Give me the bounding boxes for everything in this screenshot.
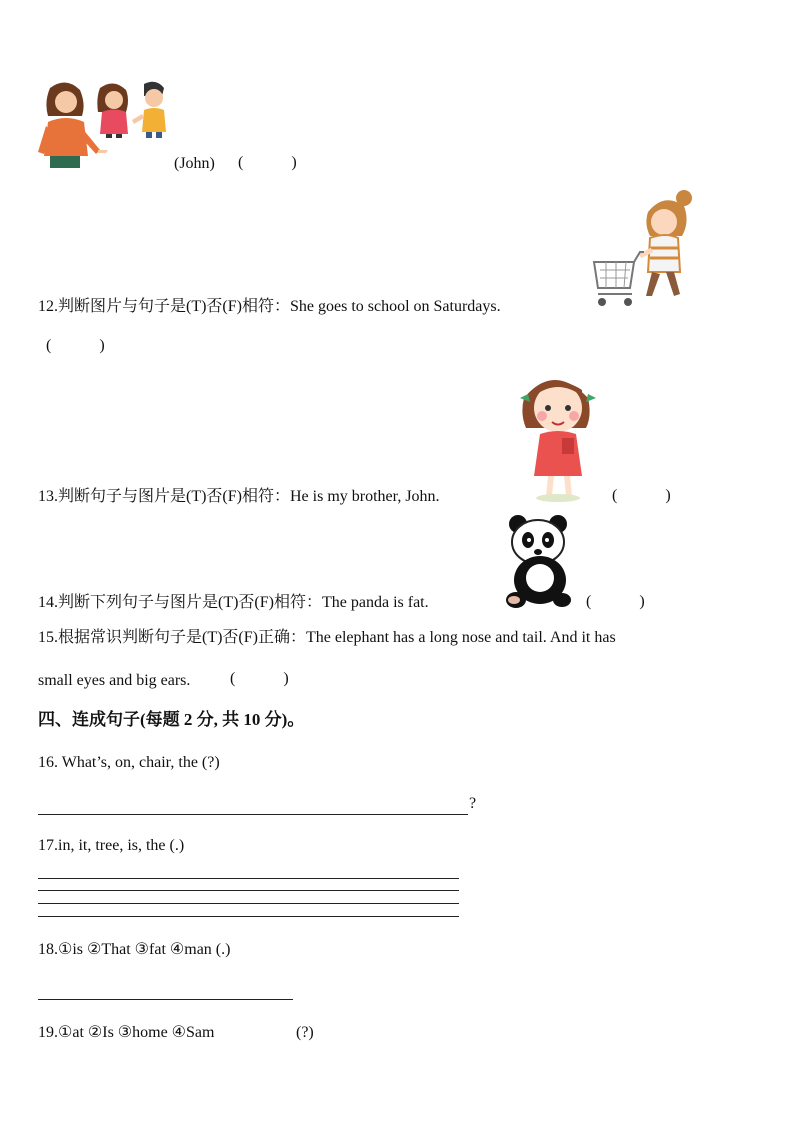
q12-text: 12.判断图片与句子是(T)否(F)相符：She goes to school on Saturdays. [38,298,501,315]
q19-punctuation: (?) [296,1024,314,1041]
q17-answer-line-2[interactable] [38,890,459,891]
q19-text: 19.①at ②Is ③home ④Sam [38,1024,215,1041]
q13-answer-blank[interactable]: ( ) [612,487,671,504]
q11-answer-blank[interactable]: ( ) [238,154,297,171]
q18-text: 18.①is ②That ③fat ④man (.) [38,941,231,958]
q14-text: 14.判断下列句子与图片是(T)否(F)相符：The panda is fat. [38,594,429,611]
q17-answer-line-4[interactable] [38,916,459,917]
q14-answer-blank[interactable]: ( ) [586,593,645,610]
q12-answer-blank[interactable]: ( ) [46,337,105,354]
q17-text: 17.in, it, tree, is, the (.) [38,837,185,854]
girl-with-book-icon [512,368,604,504]
panda-icon [500,514,580,610]
section-4-heading: 四、连成句子(每题 2 分, 共 10 分)。 [38,710,305,729]
q16-answer-line[interactable] [38,814,468,815]
q15-text-line1: 15.根据常识判断句子是(T)否(F)正确：The elephant has a long nose and tail. And it has [38,629,616,646]
q13-text: 13.判断句子与图片是(T)否(F)相符：He is my brother, John. [38,488,440,505]
q16-question-mark: ? [469,795,477,812]
q17-answer-line-1[interactable] [38,878,459,879]
q11-name: (John) [174,155,215,172]
q18-answer-line[interactable] [38,999,293,1000]
q15-text-line2: small eyes and big ears. [38,672,191,689]
q17-answer-line-3[interactable] [38,903,459,904]
q15-answer-blank[interactable]: ( ) [230,670,289,687]
girl-with-shopping-cart-icon [592,188,702,310]
q16-text: 16. What’s, on, chair, the (?) [38,754,220,771]
family-talking-icon [36,78,176,173]
